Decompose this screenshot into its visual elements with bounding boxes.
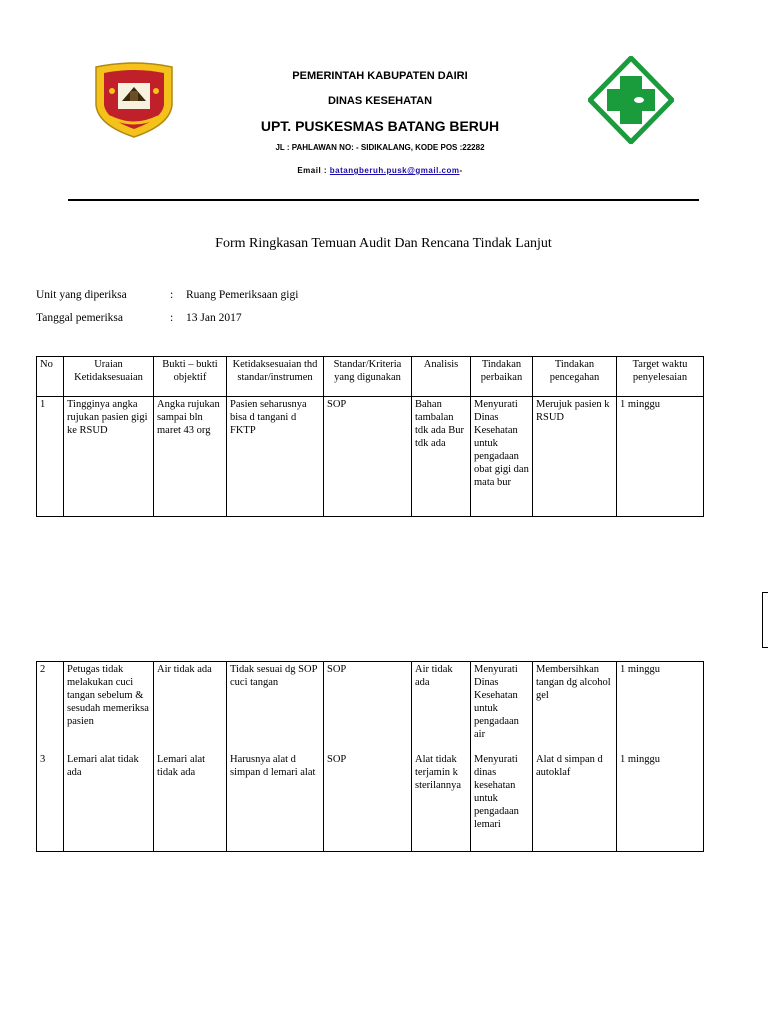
unit-label: Unit yang diperiksa xyxy=(36,289,127,301)
header-standar: Standar/Kriteria yang digunakan xyxy=(324,357,412,397)
cell-uraian: Lemari alat tidak ada xyxy=(64,752,154,852)
email-label: Email : xyxy=(297,166,330,175)
date-value: 13 Jan 2017 xyxy=(186,312,242,324)
header-divider xyxy=(68,199,699,201)
government-name: PEMERINTAH KABUPATEN DAIRI xyxy=(292,70,468,82)
cell-no: 3 xyxy=(37,752,64,852)
header-target-waktu: Target waktu penyelesaian xyxy=(617,357,704,397)
cell-analisis: Alat tidak terjamin k sterilannya xyxy=(412,752,471,852)
institution-name: UPT. PUSKESMAS BATANG BERUH xyxy=(260,118,500,134)
audit-table-part-2 xyxy=(36,661,704,852)
header-tindakan-perbaikan: Tindakan perbaikan xyxy=(471,357,533,397)
unit-value: Ruang Pemeriksaan gigi xyxy=(186,289,299,301)
cell-ketidaksesuaian: Pasien seharusnya bisa d tangani d FKTP xyxy=(227,397,324,517)
cell-tindakan-pencegahan: Alat d simpan d autoklaf xyxy=(533,752,617,852)
cell-bukti: Angka rujukan sampai bln maret 43 org xyxy=(154,397,227,517)
cell-tindakan-perbaikan: Menyurati Dinas Kesehatan untuk pengadaan air xyxy=(471,662,533,752)
table-row xyxy=(37,662,704,752)
cell-no: 1 xyxy=(37,397,64,517)
department-name: DINAS KESEHATAN xyxy=(327,95,433,107)
cell-tindakan-pencegahan: Membersihkan tangan dg alcohol gel xyxy=(533,662,617,752)
date-label: Tanggal pemeriksa xyxy=(36,312,124,324)
cell-tindakan-perbaikan: Menyurati Dinas Kesehatan untuk pengadaan obat gigi dan mata bur xyxy=(471,397,533,517)
table-row xyxy=(37,752,704,852)
cell-analisis: Air tidak ada xyxy=(412,662,471,752)
header-bukti: Bukti – bukti objektif xyxy=(154,357,227,397)
cell-ketidaksesuaian: Harusnya alat d simpan d lemari alat xyxy=(227,752,324,852)
puskesmas-logo xyxy=(588,56,674,144)
kabupaten-dairi-logo xyxy=(92,61,176,139)
email-line xyxy=(180,166,580,175)
cell-uraian: Petugas tidak melakukan cuci tangan sebelum & sesudah memeriksa pasien xyxy=(64,662,154,752)
email-link[interactable]: batangberuh.pusk@gmail.com xyxy=(329,166,460,175)
cell-target-waktu: 1 minggu xyxy=(617,397,704,517)
email-suffix: - xyxy=(459,166,463,175)
audit-table-part-1 xyxy=(36,356,704,517)
header-no: No xyxy=(37,357,64,397)
cell-no: 2 xyxy=(37,662,64,752)
cell-bukti: Air tidak ada xyxy=(154,662,227,752)
cell-target-waktu: 1 minggu xyxy=(617,662,704,752)
cell-uraian: Tingginya angka rujukan pasien gigi ke RSUD xyxy=(64,397,154,517)
header-tindakan-pencegahan: Tindakan pencegahan xyxy=(533,357,617,397)
cell-standar: SOP xyxy=(324,752,412,852)
table-header-row xyxy=(37,357,704,397)
cell-tindakan-pencegahan: Merujuk pasien k RSUD xyxy=(533,397,617,517)
cell-standar: SOP xyxy=(324,397,412,517)
cell-standar: SOP xyxy=(324,662,412,752)
date-separator: : xyxy=(170,312,174,324)
address: JL : PAHLAWAN NO: - SIDIKALANG, KODE POS :22282 xyxy=(275,143,485,152)
cell-tindakan-perbaikan: Menyurati dinas kesehatan untuk pengadaan lemari xyxy=(471,752,533,852)
cell-target-waktu: 1 minggu xyxy=(617,752,704,852)
header-uraian: Uraian Ketidaksesuaian xyxy=(64,357,154,397)
header-analisis: Analisis xyxy=(412,357,471,397)
form-title: Form Ringkasan Temuan Audit Dan Rencana Tindak Lanjut xyxy=(215,236,552,251)
table-row xyxy=(37,397,704,517)
header-ketidaksesuaian: Ketidaksesuaian thd standar/instrumen xyxy=(227,357,324,397)
cell-bukti: Lemari alat tidak ada xyxy=(154,752,227,852)
page-edge-box xyxy=(762,592,768,648)
cell-analisis: Bahan tambalan tdk ada Bur tdk ada xyxy=(412,397,471,517)
unit-separator: : xyxy=(170,289,174,301)
cell-ketidaksesuaian: Tidak sesuai dg SOP cuci tangan xyxy=(227,662,324,752)
